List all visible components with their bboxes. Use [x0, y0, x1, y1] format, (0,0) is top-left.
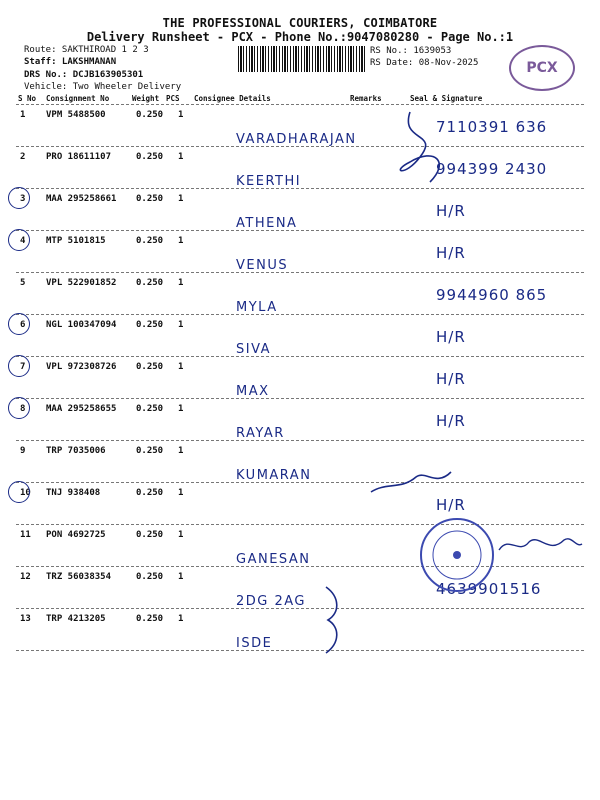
row-weight: 0.250 — [136, 488, 164, 498]
row-pcs: 1 — [178, 194, 184, 204]
row-weight: 0.250 — [136, 278, 164, 288]
route-text: Route: SAKTHIROAD 1 2 3 — [24, 45, 149, 55]
bracket-mark — [318, 585, 348, 655]
row-signature-handwriting: H/R — [436, 202, 466, 220]
row-separator — [16, 314, 584, 315]
col-consignment: Consignment No — [46, 94, 110, 103]
vehicle-text: Vehicle: Two Wheeler Delivery — [24, 82, 182, 92]
row-sno: 11 — [20, 530, 31, 540]
signature-scribble — [380, 102, 470, 192]
row-weight: 0.250 — [136, 530, 164, 540]
row-pcs: 1 — [178, 446, 184, 456]
row-weight: 0.250 — [136, 404, 164, 414]
barcode — [238, 46, 366, 72]
row-weight: 0.250 — [136, 446, 164, 456]
row-signature-handwriting: H/R — [436, 496, 466, 514]
row-consignment: PRO 18611107 — [46, 152, 112, 162]
row-weight: 0.250 — [136, 362, 164, 372]
row-sno: 9 — [20, 446, 26, 456]
row-consignment: MAA 295258655 — [46, 404, 117, 414]
row-sno: 1 — [20, 110, 26, 120]
row-consignee-handwriting: KEERTHI — [236, 174, 302, 189]
row-pcs: 1 — [178, 488, 184, 498]
row-pcs: 1 — [178, 614, 184, 624]
row-consignment: MTP 5101815 — [46, 236, 106, 246]
row-consignment: TNJ 938408 — [46, 488, 101, 498]
row-consignee-handwriting: ATHENA — [236, 216, 298, 231]
row-separator — [16, 188, 584, 189]
row-weight: 0.250 — [136, 572, 164, 582]
row-consignee-handwriting: GANESAN — [236, 552, 311, 567]
col-pcs: PCS — [166, 94, 180, 103]
col-remarks: Remarks — [350, 94, 382, 103]
row-sno: 7 — [20, 362, 26, 372]
rs-number: RS No.: 1639053 — [370, 46, 452, 56]
pen-circle — [8, 397, 30, 419]
row-separator — [16, 356, 584, 357]
row-sno: 8 — [20, 404, 26, 414]
row-pcs: 1 — [178, 152, 184, 162]
row-consignment: TRP 7035006 — [46, 446, 106, 456]
row-separator — [16, 482, 584, 483]
row-consignee-handwriting: VARADHARAJAN — [236, 132, 357, 147]
row-separator — [16, 230, 584, 231]
row-signature-handwriting: 9944960 865 — [436, 286, 548, 304]
row-consignment: NGL 100347094 — [46, 320, 117, 330]
row-separator — [16, 650, 584, 651]
row-consignment: VPL 522901852 — [46, 278, 117, 288]
document-subtitle: Delivery Runsheet - PCX - Phone No.:9047080280 - Page No.:1 — [86, 30, 514, 44]
signature-scribble — [494, 530, 584, 560]
row-signature-handwriting: 994399 2430 — [436, 160, 548, 178]
row-signature-handwriting: 7110391 636 — [436, 118, 548, 136]
row-pcs: 1 — [178, 362, 184, 372]
row-sno: 6 — [20, 320, 26, 330]
row-sno: 4 — [20, 236, 26, 246]
row-weight: 0.250 — [136, 152, 164, 162]
row-sno: 5 — [20, 278, 26, 288]
row-consignee-handwriting: 2DG 2AG — [236, 594, 306, 609]
pen-circle — [8, 355, 30, 377]
pen-circle — [8, 313, 30, 335]
row-separator — [16, 608, 584, 609]
row-pcs: 1 — [178, 236, 184, 246]
row-sno: 13 — [20, 614, 31, 624]
row-signature-handwriting: H/R — [436, 370, 466, 388]
row-sno: 2 — [20, 152, 26, 162]
document-title: THE PROFESSIONAL COURIERS, COIMBATORE — [162, 16, 438, 30]
row-sno: 10 — [20, 488, 31, 498]
row-pcs: 1 — [178, 320, 184, 330]
pcx-stamp: PCX — [509, 45, 575, 91]
row-consignee-handwriting: KUMARAN — [236, 468, 312, 483]
row-weight: 0.250 — [136, 236, 164, 246]
row-signature-handwriting: H/R — [436, 328, 466, 346]
rs-date: RS Date: 08-Nov-2025 — [370, 58, 479, 68]
row-consignment: TRZ 56038354 — [46, 572, 112, 582]
pen-circle — [8, 229, 30, 251]
col-sno: S No — [18, 94, 37, 103]
row-separator — [16, 440, 584, 441]
row-weight: 0.250 — [136, 614, 164, 624]
row-separator — [16, 524, 584, 525]
row-consignee-handwriting: ISDE — [236, 636, 273, 651]
staff-text: Staff: LAKSHMANAN — [24, 57, 117, 67]
row-weight: 0.250 — [136, 110, 164, 120]
row-consignment: VPL 972308726 — [46, 362, 117, 372]
row-consignee-handwriting: MYLA — [236, 300, 278, 315]
row-consignment: VPM 5488500 — [46, 110, 106, 120]
row-pcs: 1 — [178, 278, 184, 288]
row-separator — [16, 566, 584, 567]
signature-scribble — [366, 462, 456, 502]
row-separator — [16, 398, 584, 399]
row-consignee-handwriting: SIVA — [236, 342, 272, 357]
col-consignee: Consignee Details — [194, 94, 271, 103]
row-pcs: 1 — [178, 110, 184, 120]
row-consignment: MAA 295258661 — [46, 194, 117, 204]
row-pcs: 1 — [178, 404, 184, 414]
row-consignee-handwriting: MAX — [236, 384, 270, 399]
row-separator — [16, 146, 584, 147]
row-consignment: TRP 4213205 — [46, 614, 106, 624]
pen-circle — [8, 187, 30, 209]
row-sno: 12 — [20, 572, 31, 582]
row-weight: 0.250 — [136, 320, 164, 330]
row-signature-handwriting: 4639901516 — [436, 580, 542, 598]
row-separator — [16, 272, 584, 273]
col-weight: Weight — [132, 94, 160, 103]
row-signature-handwriting: H/R — [436, 412, 466, 430]
stamp-ring — [422, 520, 492, 590]
drs-number: DRS No.: DCJB163905301 — [24, 70, 144, 80]
seal-stamp — [420, 518, 494, 592]
row-pcs: 1 — [178, 572, 184, 582]
row-consignment: PON 4692725 — [46, 530, 106, 540]
row-signature-handwriting: H/R — [436, 244, 466, 262]
header-rule — [16, 104, 584, 105]
row-sno: 3 — [20, 194, 26, 204]
row-consignee-handwriting: VENUS — [236, 258, 289, 273]
row-weight: 0.250 — [136, 194, 164, 204]
row-consignee-handwriting: RAYAR — [236, 426, 285, 441]
col-signature: Seal & Signature — [410, 94, 483, 103]
row-pcs: 1 — [178, 530, 184, 540]
pen-circle — [8, 481, 30, 503]
